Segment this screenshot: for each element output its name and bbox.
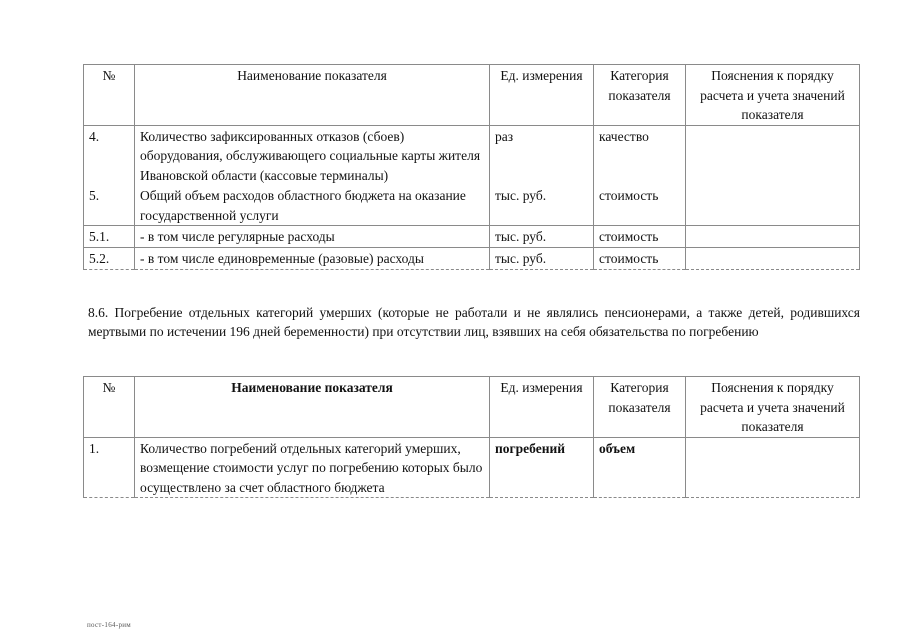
row-notes xyxy=(686,437,860,498)
table-row xyxy=(84,437,860,498)
row-num: 5. xyxy=(84,185,135,226)
header-unit: Ед. измерения xyxy=(490,377,594,438)
header-num: № xyxy=(84,65,135,126)
header-notes: Пояснения к порядку расчета и учета значений показателя xyxy=(686,377,860,438)
row-category: стоимость xyxy=(594,226,686,248)
row-num: 5.1. xyxy=(84,226,135,248)
row-notes xyxy=(686,248,860,270)
footer-file-note: пост-164-рим xyxy=(87,621,132,629)
row-category: объем xyxy=(594,437,686,498)
row-unit: тыс. руб. xyxy=(490,226,594,248)
header-unit: Ед. измерения xyxy=(490,65,594,126)
row-name: Общий объем расходов областного бюджета на оказание государственной услуги xyxy=(135,185,490,226)
row-category: качество xyxy=(594,125,686,185)
header-name: Наименование показателя xyxy=(135,377,490,438)
row-notes xyxy=(686,226,860,248)
table-header-row xyxy=(84,65,860,126)
row-name: - в том числе регулярные расходы xyxy=(135,226,490,248)
header-category: Категория показателя xyxy=(594,65,686,126)
table-row xyxy=(84,248,860,270)
row-notes xyxy=(686,125,860,185)
table-row xyxy=(84,185,860,226)
row-name: Количество зафиксированных отказов (сбоев) оборудования, обслуживающего социальные карты жителя Ивановской области (кассовые терминалы) xyxy=(135,125,490,185)
row-name: - в том числе единовременные (разовые) расходы xyxy=(135,248,490,270)
indicators-table-2 xyxy=(83,376,860,498)
row-unit: раз xyxy=(490,125,594,185)
row-notes xyxy=(686,185,860,226)
table-header-row xyxy=(84,377,860,438)
row-unit: тыс. руб. xyxy=(490,185,594,226)
header-notes: Пояснения к порядку расчета и учета значений показателя xyxy=(686,65,860,126)
table-row xyxy=(84,125,860,185)
header-category: Категория показателя xyxy=(594,377,686,438)
indicators-table-1 xyxy=(83,64,860,270)
row-name: Количество погребений отдельных категорий умерших, возмещение стоимости услуг по погребению которых было осуществлено за счет областного бюджета xyxy=(135,437,490,498)
row-category: стоимость xyxy=(594,185,686,226)
header-name: Наименование показателя xyxy=(135,65,490,126)
row-unit: погребений xyxy=(490,437,594,498)
row-num: 4. xyxy=(84,125,135,185)
row-category: стоимость xyxy=(594,248,686,270)
header-num: № xyxy=(84,377,135,438)
row-num: 5.2. xyxy=(84,248,135,270)
row-num: 1. xyxy=(84,437,135,498)
table-row xyxy=(84,226,860,248)
section-heading-8-6: 8.6. Погребение отдельных категорий умерших (которые не работали и не являлись пенсионерами, а также детей, родившихся мертвыми по истечении 196 дней беременности) при отсутствии лиц, взявших на себя обязательства по погребению xyxy=(88,305,860,339)
row-unit: тыс. руб. xyxy=(490,248,594,270)
